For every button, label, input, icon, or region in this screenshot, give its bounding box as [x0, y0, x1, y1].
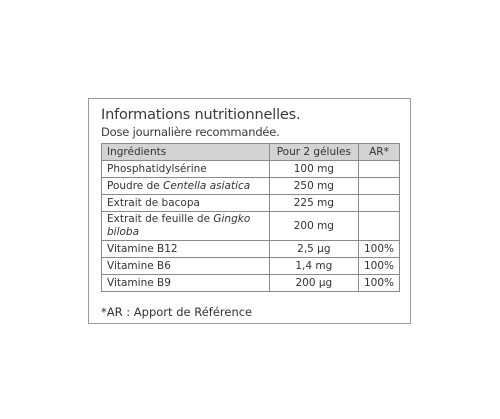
header-ar: AR*: [358, 144, 399, 161]
footnote: *AR : Apport de Référence: [101, 305, 253, 319]
ingredient-amount: 250 mg: [269, 178, 358, 195]
ingredient-ar: 100%: [358, 275, 399, 292]
ingredient-ar: [358, 178, 399, 195]
ingredient-ar: [358, 195, 399, 212]
table-row: [102, 161, 400, 178]
ingredient-name-plain: Poudre de: [107, 179, 164, 192]
ingredient-name: Phosphatidylsérine: [102, 161, 270, 178]
panel-title: Informations nutritionnelles.: [101, 107, 301, 123]
ingredient-name: Vitamine B6: [102, 258, 270, 275]
table-row: [102, 241, 400, 258]
ingredient-amount: 2,5 µg: [269, 241, 358, 258]
ingredient-name: [102, 212, 270, 241]
header-amount: Pour 2 gélules: [269, 144, 358, 161]
ingredient-ar: [358, 161, 399, 178]
ingredient-name-latin: Gingko biloba: [107, 213, 251, 238]
nutrition-info-panel: [88, 98, 411, 324]
ingredient-name: [102, 178, 270, 195]
ingredient-amount: 200 mg: [269, 212, 358, 241]
ingredient-amount: 225 mg: [269, 195, 358, 212]
header-ingredients: Ingrédients: [102, 144, 270, 161]
ingredient-name: Vitamine B9: [102, 275, 270, 292]
nutrition-table: [101, 143, 400, 292]
ingredient-amount: 200 µg: [269, 275, 358, 292]
table-row: [102, 212, 400, 241]
ingredient-amount: 1,4 mg: [269, 258, 358, 275]
panel-subtitle: Dose journalière recommandée.: [101, 125, 280, 139]
ingredient-name: Extrait de bacopa: [102, 195, 270, 212]
table-row: [102, 275, 400, 292]
table-row: [102, 195, 400, 212]
ingredient-name-plain: Extrait de feuille de: [107, 213, 214, 225]
table-row: [102, 258, 400, 275]
table-row: [102, 178, 400, 195]
ingredient-ar: 100%: [358, 258, 399, 275]
table-header-row: [102, 144, 400, 161]
ingredient-ar: [358, 212, 399, 241]
ingredient-name-latin: Centella asiatica: [163, 179, 251, 192]
ingredient-name: Vitamine B12: [102, 241, 270, 258]
ingredient-ar: 100%: [358, 241, 399, 258]
ingredient-amount: 100 mg: [269, 161, 358, 178]
